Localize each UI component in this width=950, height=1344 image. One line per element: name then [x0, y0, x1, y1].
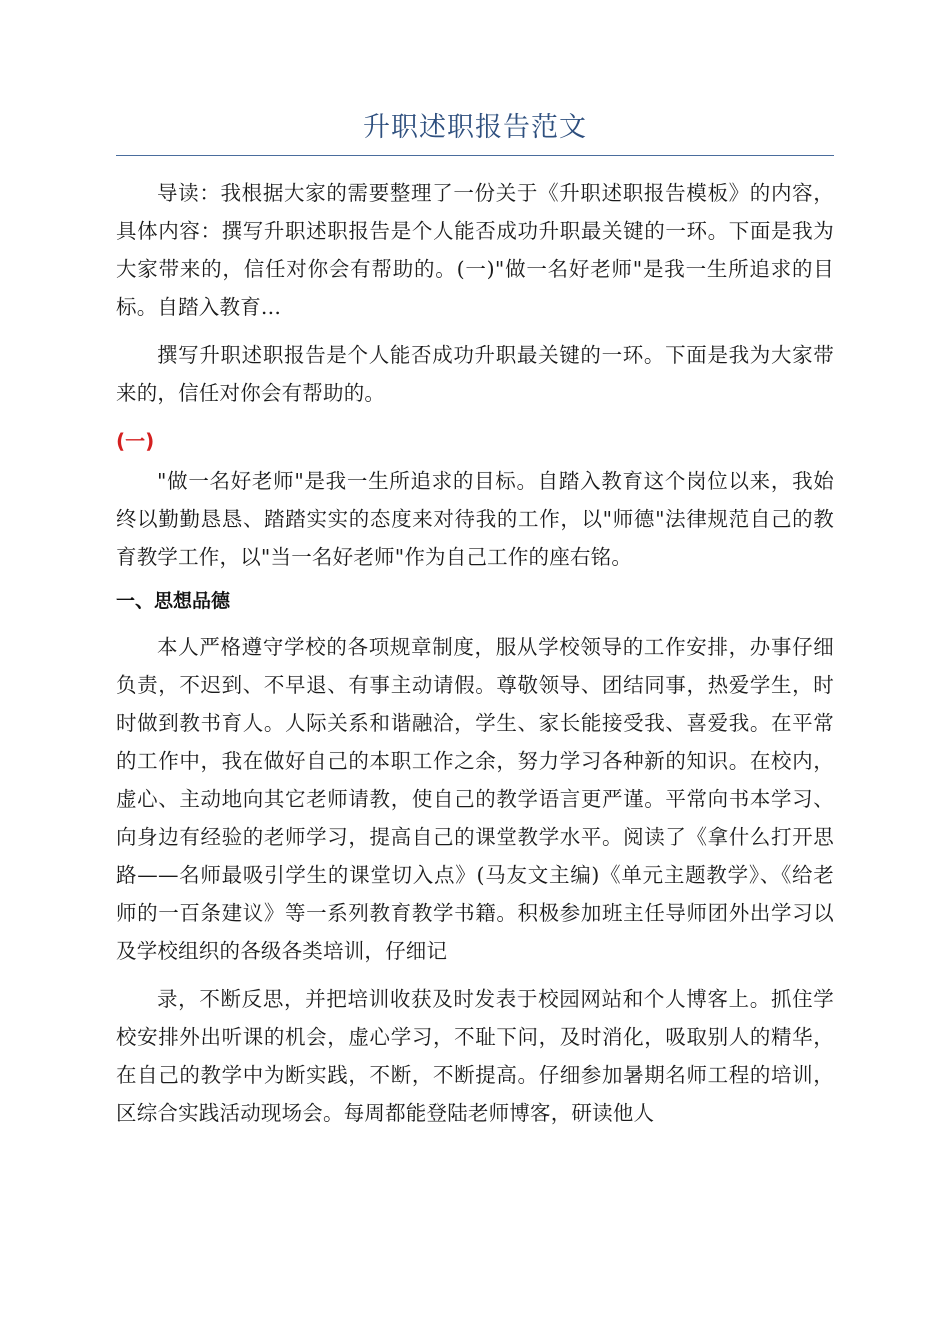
- section-heading-ideology: 一、思想品德: [116, 590, 231, 612]
- document-title: 升职述职报告范文: [363, 112, 587, 143]
- lead-paragraph: 撰写升职述职报告是个人能否成功升职最关键的一环。下面是我为大家带来的，信任对你会有帮助的。: [116, 343, 834, 405]
- intro-paragraph: 导读：我根据大家的需要整理了一份关于《升职述职报告模板》的内容，具体内容：撰写升职述职报告是个人能否成功升职最关键的一环。下面是我为大家带来的，信任对你会有帮助的。(一)"做一名好老师"是我一生所追求的目标。自踏入教育...: [116, 181, 834, 319]
- part-heading: (一): [116, 429, 155, 453]
- section1-paragraph: 本人严格遵守学校的各项规章制度，服从学校领导的工作安排，办事仔细负责，不迟到、不早退、有事主动请假。尊敬领导、团结同事，热爱学生，时时做到教书育人。人际关系和谐融洽，学生、家长能接受我、喜爱我。在平常的工作中，我在做好自己的本职工作之余，努力学习各种新的知识。在校内，虚心、主动地向其它老师请教，使自己的教学语言更严谨。平常向书本学习、向身边有经验的老师学习，提高自己的课堂教学水平。阅读了《拿什么打开思路——名师最吸引学生的课堂切入点》(马友文主编)《单元主题教学》、《给老师的一百条建议》等一系列教育教学书籍。积极参加班主任导师团外出学习以及学校组织的各级各类培训，仔细记: [116, 635, 834, 963]
- title-underline: [116, 155, 834, 156]
- section1-continued-paragraph: 录，不断反思，并把培训收获及时发表于校园网站和个人博客上。抓住学校安排外出听课的机会，虚心学习，不耻下问，及时消化，吸取别人的精华，在自己的教学中为断实践，不断，不断提高。仔细参加暑期名师工程的培训，区综合实践活动现场会。每周都能登陆老师博客，研读他人: [116, 987, 834, 1125]
- part-intro-paragraph: "做一名好老师"是我一生所追求的目标。自踏入教育这个岗位以来，我始终以勤勤恳恳、踏踏实实的态度来对待我的工作，以"师德"法律规范自己的教育教学工作，以"当一名好老师"作为自己工作的座右铭。: [116, 469, 834, 569]
- document-page: [116, 108, 834, 1132]
